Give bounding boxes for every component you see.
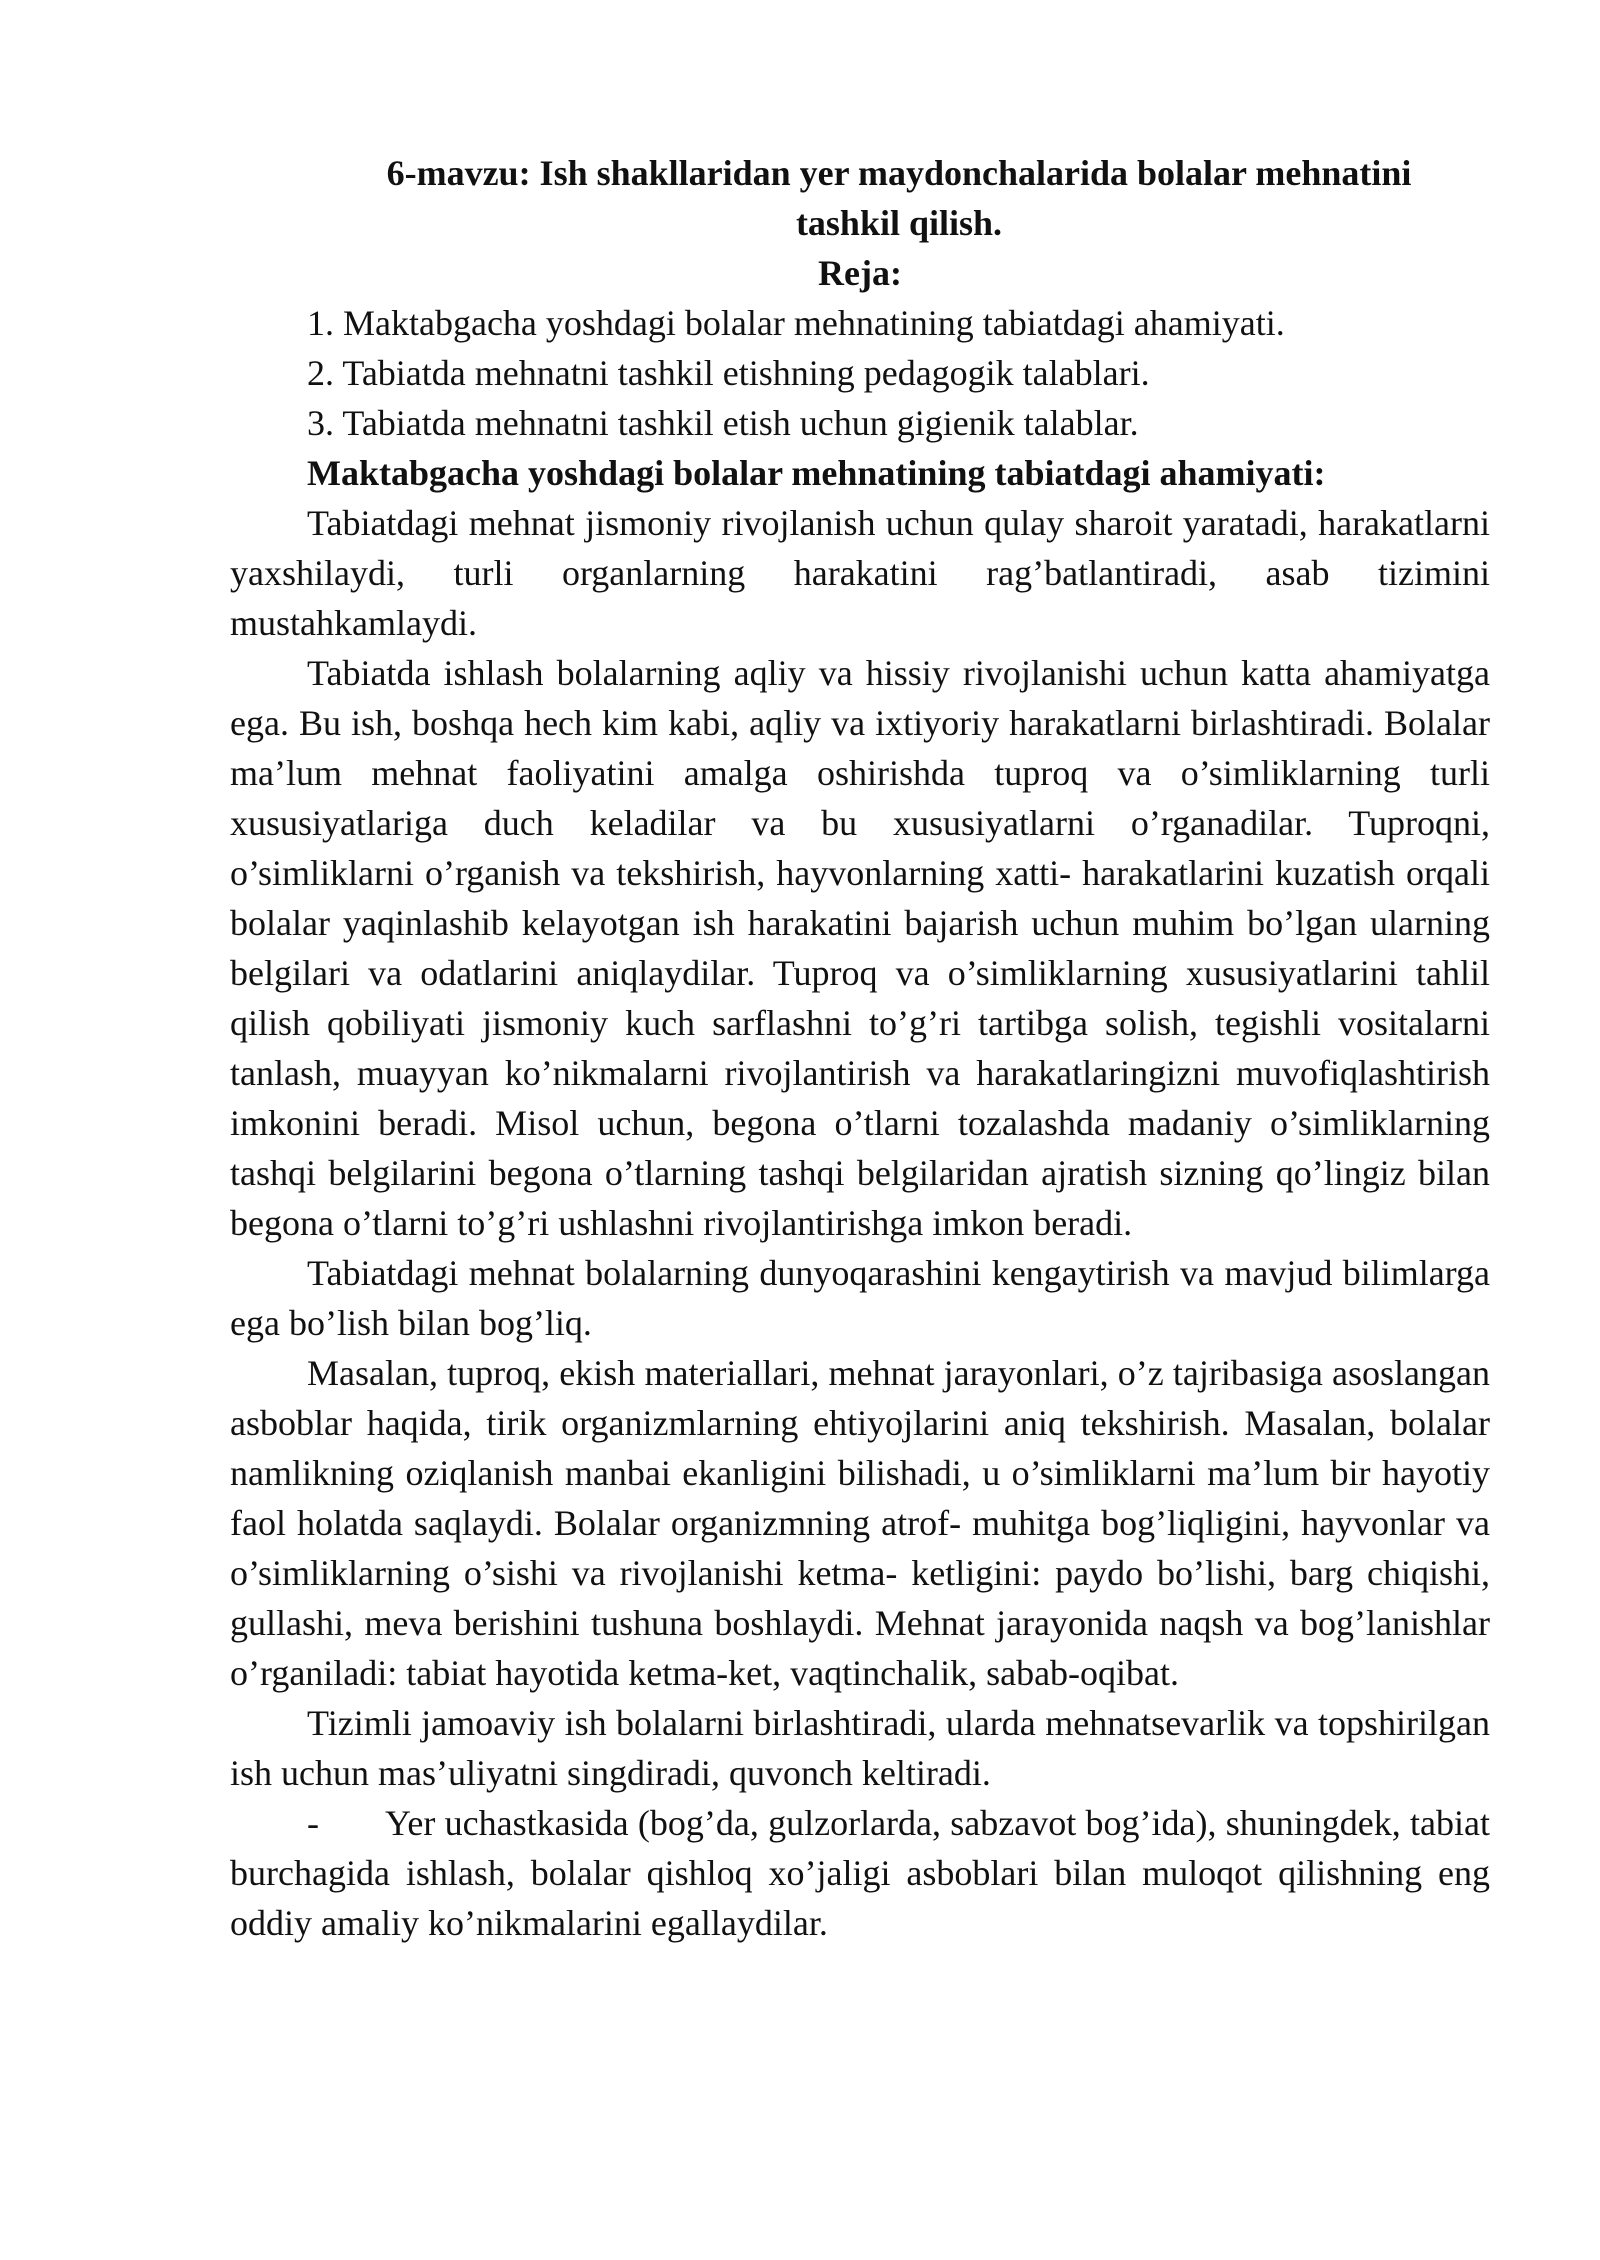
plan-list <box>230 298 1490 448</box>
paragraph-4: Masalan, tuproq, ekish materiallari, mehnat jarayonlari, o’z tajribasiga asoslangan asboblar haqida, tirik organizmlarning ehtiyojlarini aniq tekshirish. Masalan, bolalar namlikning oziqlanish manbai ekanligini bilishadi, u o’simliklarni ma’lum bir hayotiy faol holatda saqlaydi. Bolalar organizmning atrof- muhitga bog’liqligini, hayvonlar va o’simliklarning o’sishi va rivojlanishi ketma- ketligini: paydo bo’lishi, barg chiqishi, gullashi, meva berishini tushuna boshlaydi. Mehnat jarayonida naqsh va bog’lanishlar o’rganiladi: tabiat hayotida ketma-ket, vaqtinchalik, sabab-oqibat. <box>230 1353 1490 1693</box>
dash-list-text: Yer uchastkasida (bog’da, gulzorlarda, sabzavot bog’ida), shuningdek, tabiat burchagida ishlash, bolalar qishloq xo’jaligi asboblari bilan muloqot qilishning eng oddiy amaliy ko’nikmalarini egallaydilar. <box>230 1803 1490 1943</box>
plan-item-1: 1. Maktabgacha yoshdagi bolalar mehnatining tabiatdagi ahamiyati. <box>307 303 1285 343</box>
document-page <box>230 148 1490 1948</box>
paragraph-1: Tabiatdagi mehnat jismoniy rivojlanish uchun qulay sharoit yaratadi, harakatlarni yaxshilaydi, turli organlarning harakatini rag’batlantiradi, asab tizimini mustahkamlaydi. <box>230 503 1490 643</box>
title-line-2: tashkil qilish. <box>795 203 1003 243</box>
plan-item-3: 3. Tabiatda mehnatni tashkil etish uchun gigienik talablar. <box>307 403 1139 443</box>
section-heading: Maktabgacha yoshdagi bolalar mehnatining tabiatdagi ahamiyati: <box>307 453 1326 493</box>
paragraph-3: Tabiatdagi mehnat bolalarning dunyoqarashini kengaytirish va mavjud bilimlarga ega bo’lish bilan bog’liq. <box>230 1253 1490 1343</box>
paragraph-2: Tabiatda ishlash bolalarning aqliy va hissiy rivojlanishi uchun katta ahamiyatga ega. Bu ish, boshqa hech kim kabi, aqliy va ixtiyoriy harakatlarni birlashtiradi. Bolalar ma’lum mehnat faoliyatini amalga oshirishda tuproq va o’simliklarning turli xususiyatlariga duch keladilar va bu xususiyatlarni o’rganadilar. Tuproqni, o’simliklarni o’rganish va tekshirish, hayvonlarning xatti- harakatlarini kuzatish orqali bolalar yaqinlashib kelayotgan ish harakatini bajarish uchun muhim bo’lgan ularning belgilari va odatlarini aniqlaydilar. Tuproq va o’simliklarning xususiyatlarini tahlil qilish qobiliyati jismoniy kuch sarflashni to’g’ri tartibga solish, tegishli vositalarni tanlash, muayyan ko’nikmalarni rivojlantirish va harakatlaringizni muvofiqlashtirish imkonini beradi. Misol uchun, begona o’tlarni tozalashda madaniy o’simliklarning tashqi belgilarini begona o’tlarning tashqi belgilaridan ajratish sizning qo’lingiz bilan begona o’tlarni to’g’ri ushlashni rivojlantirishga imkon beradi. <box>230 653 1490 1243</box>
dash-list-item <box>230 1798 1490 1948</box>
paragraph-5: Tizimli jamoaviy ish bolalarni birlashtiradi, ularda mehnatsevarlik va topshirilgan ish uchun mas’uliyatni singdiradi, quvonch keltiradi. <box>230 1703 1490 1793</box>
dash-marker: - <box>307 1803 319 1843</box>
plan-heading: Reja: <box>818 253 902 293</box>
plan-item-2: 2. Tabiatda mehnatni tashkil etishning pedagogik talablari. <box>307 353 1150 393</box>
document-title <box>230 148 1490 248</box>
title-line-1: 6-mavzu: Ish shakllaridan yer maydonchalarida bolalar mehnatini <box>386 153 1412 193</box>
